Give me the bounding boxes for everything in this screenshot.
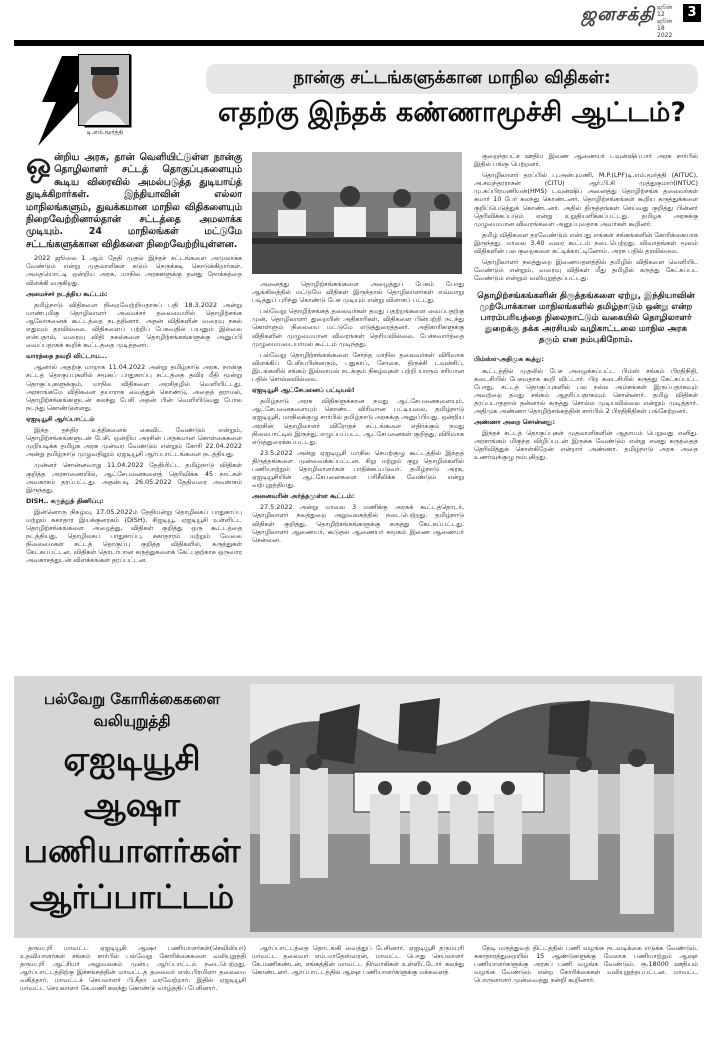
paragraph: இன்னொரு நிகழ்வு, 17.05.2022ம் தேதியன்று தொழிலகப் பாதுகாப்பு மற்றும் சுகாதார இயக்குனரகம் (DISH), சிஐடியூ, ஏஐடியூசி உள்ளிட்ட தொழிற்சங்கங்களை அழைத்து, விதிகள் குறித்து ஒரு கூட்டத்தை நடத்தியது. தொழிலகப் பாதுகாப்பு, சுகாதாரம் மற்றும் வேலை நிலைமைகள் சட்டத் தொகுப்பு குறித்த விதிகளில், கருத்துகள் கேட்கப்பட்டன. விதிகள் தொடர்பான கருத்துகளைக் கேட்பதற்காக ஒருவார அவகாசத்துடன் விளக்கங்கள் தரப்பட்டன. [26, 507, 242, 565]
subheading: ஏஐடியூசி ஆட்சேபனைப் பட்டியல்! [252, 386, 355, 395]
subheading: பிம்ஸ்எ-அதிமுக கூத்து: [474, 355, 544, 364]
masthead-title: ஜனசக்தி [581, 4, 655, 25]
article-column-1 [26, 152, 242, 670]
sidebar-column-3 [474, 944, 698, 1044]
paragraph: தொழிலாளர் தரப்பில் பு.அன்புமணி, M.P.(LPF)டி.எம்.மூர்த்தி (AITUC), அ.சவுந்தரராசன் (CITU) ஆர்.பி.சி முத்துகுமார்(INTUC) மு.சுப்பிரமணியன்(HMS) டவுன்ஷிப் அனைத்து தொழிற்சங்க தலைவர்கள் சுமார் 10 பேர் கலந்து கொண்டனர். தொழிற்சங்கங்கள் கூறிய கருத்துக்களை குறிப்பெடுத்துக் கொண்டனர். அதில் திருத்தங்கள் செய்வது குறித்து பின்னர் தெரிவிக்கப்படும் என்று உறுதியளிக்கப்பட்டது. தமிழக அரசுக்கு முழுமையான விவரங்களை அனுப்புவதாக அவர்கள் கூறினர். [474, 171, 698, 228]
paragraph: ஆர்ப்பாட்டத்தை தொடங்கி வைத்துப் பேசினார். ஏஐடியூசி தருமபுரி மாவட்ட தலைவர் எம்.மாதேஸ்வரன், மாவட்ட பொது செயலாளர் கே.மணிகண்டன், சங்கத்தின் மாவட்ட நிர்வாகிகள் உள்ளிட்டோர் கலந்து கொண்டனர். ஆர்ப்பாட்டத்தில் ஆஷா பணியாளர்களுக்கு மக்களைத் [252, 944, 464, 977]
date-line: 2022 [657, 32, 673, 39]
paragraph: கூட்டத்தில் முதலில் பேச அழைக்கப்பட்ட பிம்ஸ் சங்கம் பிரதிநிதி, கடைசியில் பேசவதாக கூறி விட்டார். பிற கடைசியில் கருத்து கேட்கப்பட்ட போது, சட்டத் தொகுப்புகளில் பல நல்ல அம்சங்கள் இருப்பதாகவும் அவற்றை தமது சங்கம் ஆதரிப்பதாகவும் சொன்னார். தமிழ் விதிகள் தரப்படாததால் தன்னால் கருத்து சொல்ல முடியவில்லை என்றும் முடித்தார். அதிமுக அண்ணா தொழிற்சங்கத்தின் சார்பில் 2 பிரதிநிதிகள் பங்கேற்றனர். [474, 366, 698, 415]
paragraph: அனைத்து தொழிற்சங்கங்களை அழைத்துப் பேசும் போது ஆங்கிலத்தில் மட்டுமே விதிகள் இருந்தால் தொழிலாளர்கள் எவ்வாறு படித்துப் புரிந்து கொண்டு பேச முடியும் என்று விளாசப் பட்டது. [252, 280, 464, 305]
subheading: அனைவரின் அர்த்தமுள்ள கூட்டம்: [252, 492, 355, 501]
author-photo [78, 54, 130, 126]
paragraph: 27.5.2022 அன்று மாலை 3 மணிக்கு அரசுக் கூட்டத்தொடர், தொழிலாளர் நலத்துறை அலுவலகத்தில் நடைபெற்றது. தமிழ்நாடு விதிகள் குறித்து, தொழிற்சங்கங்களுக்கு கருத்து கேட்கப்பட்டது. தொழிலாளர் ஆணையர், கூடுதல் ஆணையர் சமூகம் இணை ஆணையர் சென்னை. [252, 503, 464, 544]
article-kicker: நான்கு சட்டங்களுக்கான மாநில விதிகள்: [206, 64, 698, 94]
paragraph: 2022 ஜூலை 1 ஆம் தேதி முதல் இந்தச் சட்டங்களை அமுலாக்க வேண்டும் என்று முதலாளிகள் கடும் நெருக்கடி கொடுக்கிறார்கள். அதையொட்டி ஒன்றிய அரசு, மாநில அரசுகளுக்கு தனது நோக்கத்தை விளக்கி வருகிறது. [26, 254, 242, 287]
meeting-photo [252, 152, 462, 274]
date-line: ஜூன் 18 [657, 18, 673, 32]
author-name: டி.எம்.மூர்த்தி [86, 129, 124, 136]
sidebar-column-2 [252, 944, 464, 1044]
paragraph: தேடி மருத்துவத் திட்டத்தில் பணி வழங்க நடவடிக்கை எடுக்க வேண்டும். சுகாதாரத்துறையில் 15 ஆண்டுகளுக்கு மேலாக பணியாற்றும் ஆஷா பணியாளர்களுக்கு அரசுப் பணி வழங்க வேண்டும். ரூ.18000 ஊதியம் வழங்க வேண்டும் என்ற கோரிக்கைகள் வலியுறுத்தப்பட்டன. மாவட்ட பொருளாளர் முன்வைத்து நன்றி கூறினார். [474, 944, 698, 985]
paragraph: தொழிலாளர் நலத்துறை இணையதளத்தில் தமிழில் விதிகளை வெளியிட வேண்டும் என்றும், வரைவு விதிகள் மீது தமிழில் கருத்து கேட்கப்பட வேண்டும் என்றும் வலியுறுத்தப்பட்டது. [474, 258, 698, 283]
subheading: ஏஐடியூசி ஆர்ப்பாட்டம் [26, 414, 95, 423]
paragraph: பல்வேறு தொழிற்சங்கங்களை சேர்ந்த மாநில தலைவர்கள் விரிவாக விளக்கிப் பேசியபின்னரும், பதுகாப், சோசை, திருச்சி டவுன்சிப், இடங்களில் சங்கம் இல்லாமல் நடக்கும் நிகழ்வுகள் பற்றி யாரும் சரியான பதில் சொல்லவில்லை. [252, 350, 464, 384]
pull-quote: தொழிற்சங்கங்களின் திருத்தங்களை ஏற்று, இந்தியாவின் முற்போக்கான மாநிலங்களில் தமிழ்நாடும் ஒன்று என்ற பாரம்பரியத்தை நிலைநாட்டும் வகையில் தொழிலாளர் துறைக்கு தக்க அரசியல் வழிகாட்டலை மாநில அரசு தரும் என நம்புகிறோம். [477, 291, 695, 346]
sidebar-kicker: பல்வேறு கோரிக்கைகளை வலியுறுத்தி [44, 690, 220, 730]
paragraph: 23.5.2022 அன்று ஏஐடியூசி மாநில செயற்குழு கூட்டத்தில் இந்தத் திருத்தங்களை முன்வைக்கப்பட்டன. சிறு மற்றும் குறு தொழில்களில் பணியாற்றும் தொழிலாளர்கள் பாதிக்கப்படுவர். தமிழ்நாடு அரசு, ஏஐடியூசியின் ஆட்சேபனைகளை பரிசீலிக்க வேண்டும் என்று வற்புறுத்தியது. [252, 448, 464, 490]
subheading: DISH.. கருத்துத் திணிப்பு: [26, 496, 104, 505]
header-rule [14, 40, 704, 46]
paragraph: தமிழ்நாடு விதிகளை நிறைவேற்றியதாகப் பதி 18.3.2022 அன்று மாண்புமிகு தொழிலாளர் அமைச்சர் தலைமையில் தொழிற்சங்க ஆலோசனைக் கூட்டத்தை நடத்தினார். அதன் விதிகளின் வரைவு நகல் எதுவும் தரவில்லை. விதிகளைப் பற்றிப் பேசுவதில் பயனும் இல்லை என்பதால், வரைவு விதி நகல்களை தொழிற்சங்கங்களுக்கு அனுப்பி வைப்பதாகக் கூறிக் கூட்டத்தை முடித்தனர். [26, 300, 242, 350]
paragraph: பல்வேறு தொழிற்சங்கத் தலைவர்கள் தமது பதற்றங்களை வைப்பதற்கு முன், தொழிலாளர் துறையின் அதிகாரிகள், விதிகளை பின்பற்றி நடந்து கொள்ளும் நிலையை மட்டுமே எடுத்துரைத்தனர். அதிகாரிகளுக்கு விதிகளின் முழுமையான விவரங்கள் தெரியவில்லை. பேச்சுவார்த்தை முழுமையடையாமல் கூட்டம் முடிந்தது. [252, 307, 464, 348]
paragraph: தமிழ் விதிகளை தரவேண்டும் என்பது எங்கள் சங்கங்களின் கோரிக்கையாக இருந்தது. மாலை 3.40 வரை கூட்டம் நடைபெற்றது. விவாதங்கள் மூலம் விதிகளின் பல குறைகளை சுட்டிக்காட்டினோம். அரசு பதில் தரவில்லை. [474, 230, 698, 256]
subheading: அண்ணா அறை சொன்னது: [474, 418, 555, 427]
paragraph: குறைந்தபட்ச ஊதிய இணை ஆணையர் டவுன்ஷிப்பார் அரசு சார்பில் இதில் பங்கு பெற்றனர். [474, 152, 698, 169]
article-column-3 [474, 152, 698, 670]
article-column-2 [252, 280, 464, 670]
article-lede [26, 152, 242, 251]
drop-cap: ஒ [26, 152, 52, 182]
protest-photo [250, 684, 674, 932]
paragraph: இந்த தந்திர உத்திகளைக் கைவிட வேண்டும் என்றும், தொழிற்சங்கங்களுடன் பேசி, ஒன்றிய அரசின் பாதகமான கொள்கைகளை முறியடிக்க தமிழக அரசு முன்வர வேண்டும் என்றும் கோரி 22.04.2022 அன்று தமிழ்நாடு முழுவதிலும் ஏஐடியூசி ஆர்ப்பாட்டங்களை நடத்தியது. [26, 426, 242, 459]
lede-text: ன்றிய அரசு, தான் வெளியிட்டுள்ள நான்கு தொழிலாளர் சட்டத் தொகுப்புகளையும் கூடிய விரைவில் அமல்படுத்த துடியாய்த் துடிக்கிறார்கள். இந்தியாவின் எல்லா மாநிலங்களும், துவக்கமான மாநில விதிகளையும் நிறைவேற்றினால்தான் சட்டத்தை அமலாக்க முடியும். 24 மாநிலங்கள் மட்டுமே சட்டங்களுக்கான விதிகளை நிறைவேற்றியுள்ளன. [26, 152, 242, 250]
paragraph: ஆனால் அதற்கு மாறாக 11.04.2022 அன்று தமிழ்நாடு அரசு, நான்கு சட்டத் தொகுப்புகளில் சமூகப் பாதுகாப்பு சட்டத்தை தவிர மீதி மூன்று தொகுப்புகளுக்கும், மாநில விதிகளை அரசிதழில் வெளியிட்டது. அரசாங்கமே விதிகளை தயாராக வைத்துக் கொண்டு, அதைத் தராமல், தொழிற்சங்கங்களுடன் கலந்து பேசி அதன் பின் வெளியிடுவது போல நடந்து கொண்டுள்ளது. [26, 363, 242, 412]
subheading: அமைச்சர் நடத்திய கூட்டம்: [26, 289, 108, 298]
sidebar-column-1 [20, 944, 246, 1044]
sidebar-heading [20, 688, 244, 920]
date-line: ஜூன் 12 [657, 4, 673, 18]
sidebar-headline: ஏஐடியூசி ஆஷா பணியாளர்கள் ஆர்ப்பாட்டம் [23, 739, 241, 916]
page-number: 3 [683, 4, 701, 22]
article-headline: எதற்கு இந்தக் கண்ணாமூச்சி ஆட்டம்? [217, 97, 687, 128]
subheading: வாரத்தை தவறி விட்டாய... [26, 352, 107, 361]
issue-date [657, 4, 679, 39]
paragraph: தருமபுரி மாவட்ட ஏஐடியூசி ஆஷா பணியாளர்கள்(செவிலியர்) உதவியாளர்கள் சங்கம் சார்பில் பல்வேறு கோரிக்கைகளை வலியுறுத்தி தருமபுரி ஆட்சியர் அலுவலகம் முன்பு ஆர்ப்பாட்டம் நடைபெற்றது. ஆர்ப்பாட்டத்திற்கு இச்சங்கத்தின் மாவட்டத் தலைவர் எஸ்.பிரமிளா தலைமை வகித்தார். மாவட்டச் செயலாளர் பி.கீதா வரவேற்றார். இதில் ஏஐடியூசி மாவட்ட செயலாளர் கே.மணி கலந்து கொண்டு வாழ்த்திப் பேசினார். [20, 944, 246, 993]
paragraph: இந்தச் சட்டத் தொகுப்புகள் முதலாளிகளின் ஆதாயம் பெறுவது எனிது. அரசாங்கம் மிகுந்த விழிப்புடன் இருக்க வேண்டும் என்று எனது கருத்தைத் தெரிவித்துக் கொள்கிறேன் என்றார் அண்ணா. தமிழ்நாடு அரசு அதை உணர்வுக்குழு நம்புகிறது. [474, 429, 698, 462]
paragraph: தமிழ்நாடு அரசு விதிகளுக்கான நமது ஆட்சேபனைகளையும், ஆட்சேபனைகளையும் கொண்ட விரிவான பட்டியலை, தமிழ்நாடு ஏஐடியூசி, மாநிலக்குழு சார்பில் தமிழ்நாடு அரசுக்கு அனுப்பியது. ஒன்றிய அரசின் தொழிலாளர் விரோதச் சட்டங்களை எதிர்க்கும் நமது நிலைபாட்டில் இருந்து, எழுப்பப்பட்ட ஆட்சேபனைகள் குறித்து, விரிவாக எடுத்துரைக்கப்பட்டது. [252, 397, 464, 446]
paragraph: முன்னர் சொன்னவாறு 11.04.2022 தேதியிட்ட தமிழ்நாடு விதிகள் குறித்த அரசாணையில், ஆட்சேபனைகளைத் தெரிவிக்க 45 நாட்கள் அவகாசம் தரப்பட்டது. அதன்படி 26.05.2022 தேதிவரை அவகாசம் இருந்தது. [26, 461, 242, 494]
